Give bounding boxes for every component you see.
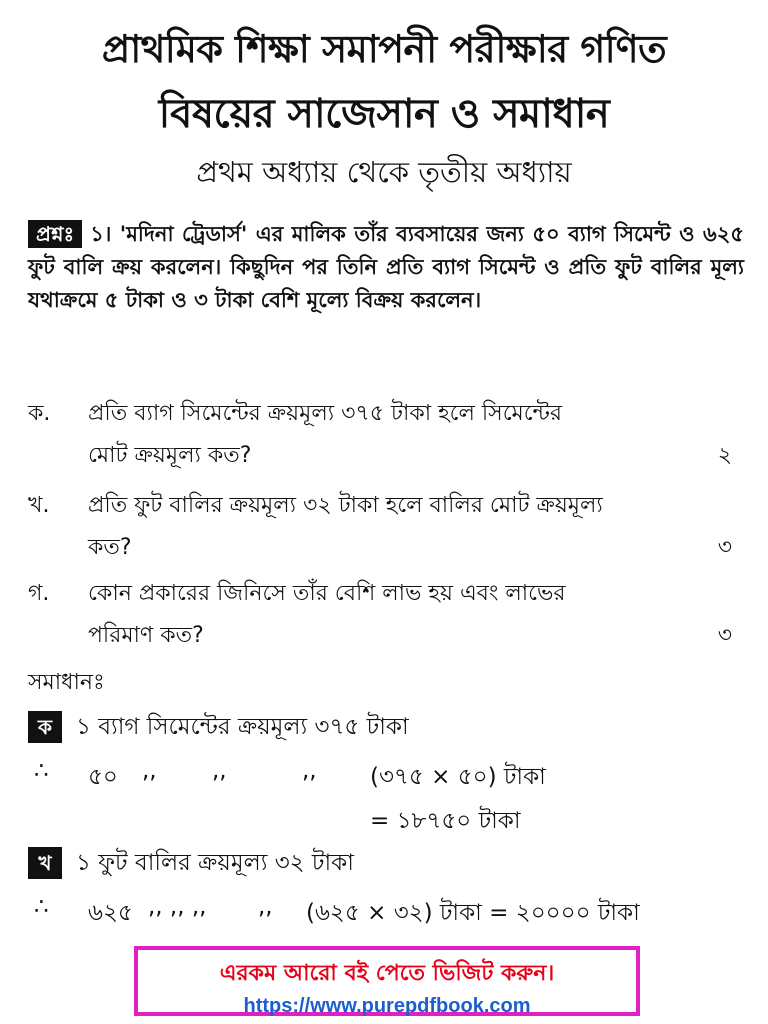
page-subtitle: প্রথম অধ্যায় থেকে তৃতীয় অধ্যায় [196,155,572,189]
solution-kha-text: ১ ফুট বালির ক্রয়মূল্য ৩২ টাকা [76,850,354,876]
question-stem [28,218,744,317]
question-stem-text: ১। 'মদিনা ট্রেডার্স' এর মালিক তাঁর ব্যবসায়ের জন্য ৫০ ব্যাগ সিমেন্ট ও ৬২৫ ফুট বালি ক্রয় করলেন। কিছুদিন পর তিনি প্রতি ব্যাগ সিমেন্ট ও প্রতি ফুট বালির মূল্য যথাক্রমে ৫ টাকা ও ৩ টাকা বেশি মূল্যে বিক্রয় করলেন। [28,222,744,312]
solution-ka-text: ১ ব্যাগ সিমেন্টের ক্রয়মূল্য ৩৭৫ টাকা [76,714,409,740]
part-marks: ৩ [717,623,732,648]
promo-text: এরকম আরো বই পেতে ভিজিট করুন। [219,961,555,986]
part-text-line2: কত? [88,535,132,560]
solution-kha-expression: (৬২৫ × ৩২) টাকা = ২০০০০ টাকা [306,900,640,926]
solution-ka-expression: (৩৭৫ × ৫০) টাকা [370,764,546,790]
solution-kha-line1 [28,844,354,883]
therefore-symbol: ∴ [34,758,49,784]
part-marks: ২ [717,443,732,468]
solution-ka-line1 [28,708,409,747]
ditto-mark: ,, [258,894,273,920]
part-marks: ৩ [717,535,732,560]
solution-kha-qty: ৬২৫ [88,900,133,926]
solution-heading: সমাধানঃ [28,670,105,695]
solution-kha-badge: খ [28,847,62,879]
part-text-line2: মোট ক্রয়মূল্য কত? [88,443,252,468]
therefore-symbol: ∴ [34,894,49,920]
page-title-line1: প্রাথমিক শিক্ষা সমাপনী পরীক্ষার গণিত [101,27,667,71]
part-label: খ. [28,493,50,518]
solution-ka-qty: ৫০ [88,764,118,790]
question-badge: প্রশ্নঃ [28,220,82,248]
page-title-line2: বিষয়ের সাজেসান ও সমাধান [158,91,610,137]
solution-ka-result: = ১৮৭৫০ টাকা [370,808,521,834]
ditto-mark: ,, [212,758,227,784]
part-text-line1: প্রতি ফুট বালির ক্রয়মূল্য ৩২ টাকা হলে বালির মোট ক্রয়মূল্য [88,493,603,518]
part-text-line2: পরিমাণ কত? [88,623,204,648]
part-label: ক. [28,401,51,426]
promo-banner [134,946,640,1016]
ditto-mark: ,, [302,758,317,784]
ditto-mark: ,, [142,758,157,784]
promo-link[interactable]: https://www.purepdfbook.com [243,995,531,1017]
part-text-line1: কোন প্রকারের জিনিসে তাঁর বেশি লাভ হয় এবং লাভের [88,581,566,606]
part-label: গ. [28,581,50,606]
solution-ka-badge: ক [28,711,62,743]
part-text-line1: প্রতি ব্যাগ সিমেন্টের ক্রয়মূল্য ৩৭৫ টাকা হলে সিমেন্টের [88,401,563,426]
ditto-marks: ,, ,, ,, [148,894,207,920]
